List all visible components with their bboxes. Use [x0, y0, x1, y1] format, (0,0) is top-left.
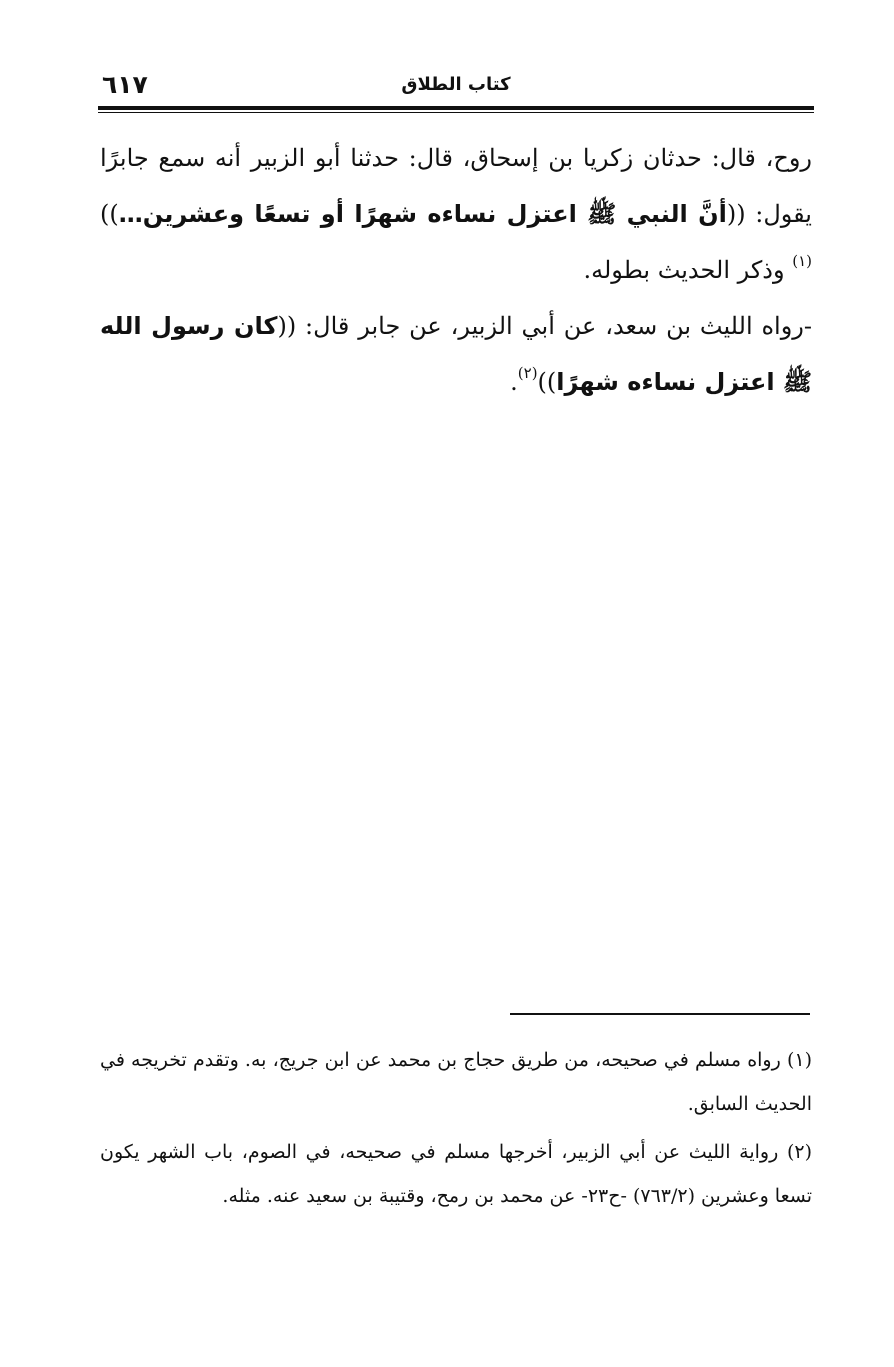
- page-number: ٦١٧: [102, 70, 148, 99]
- footnote-ref-1: (١): [792, 252, 812, 270]
- paragraph-1: [100, 130, 812, 298]
- main-text: [100, 130, 812, 410]
- page-header: [98, 68, 814, 104]
- quote-close-2: )): [537, 368, 557, 396]
- paragraph-2-intro: -رواه الليث بن سعد، عن أبي الزبير، عن جابر قال: ((: [277, 312, 812, 340]
- running-title: كتاب الطلاق: [401, 74, 511, 95]
- header-rule-thin: [98, 112, 814, 113]
- footnote-1-number: (١): [786, 1049, 812, 1071]
- paragraph-1-intro: روح، قال: حدثان زكريا بن إسحاق، قال: حدثنا أبو الزبير أنه سمع جابرًا يقول: ((: [100, 144, 812, 228]
- hadith-quote-1: أنَّ النبي ﷺ اعتزل نساءه شهرًا أو تسعًا وعشرين…: [118, 200, 727, 228]
- header-rule-thick: [98, 106, 814, 110]
- footnote-separator: [510, 1013, 810, 1015]
- footnotes: [100, 1038, 812, 1222]
- hadith-quote-2: كان رسول الله ﷺ اعتزل نساءه شهرًا: [100, 312, 812, 396]
- footnote-1: [100, 1038, 812, 1126]
- footnote-2-text: رواية الليث عن أبي الزبير، أخرجها مسلم في صحيحه، في الصوم، باب الشهر يكون تسعا وعشرين (٧٦٣/٢) -ح٢٣- عن محمد بن رمح، وقتيبة بن سعيد عنه. مثله.: [100, 1141, 812, 1207]
- footnote-1-text: رواه مسلم في صحيحه، من طريق حجاج بن محمد عن ابن جريج، به. وتقدم تخريجه في الحديث السابق.: [100, 1049, 812, 1115]
- footnote-2-number: (٢): [786, 1141, 812, 1163]
- footnote-2: [100, 1130, 812, 1218]
- paragraph-2-end: .: [510, 368, 518, 396]
- paragraph-1-end: وذكر الحديث بطوله.: [583, 256, 793, 284]
- footnote-ref-2: (٢): [517, 364, 538, 382]
- quote-close-1: )): [100, 200, 119, 228]
- paragraph-2: [100, 298, 812, 410]
